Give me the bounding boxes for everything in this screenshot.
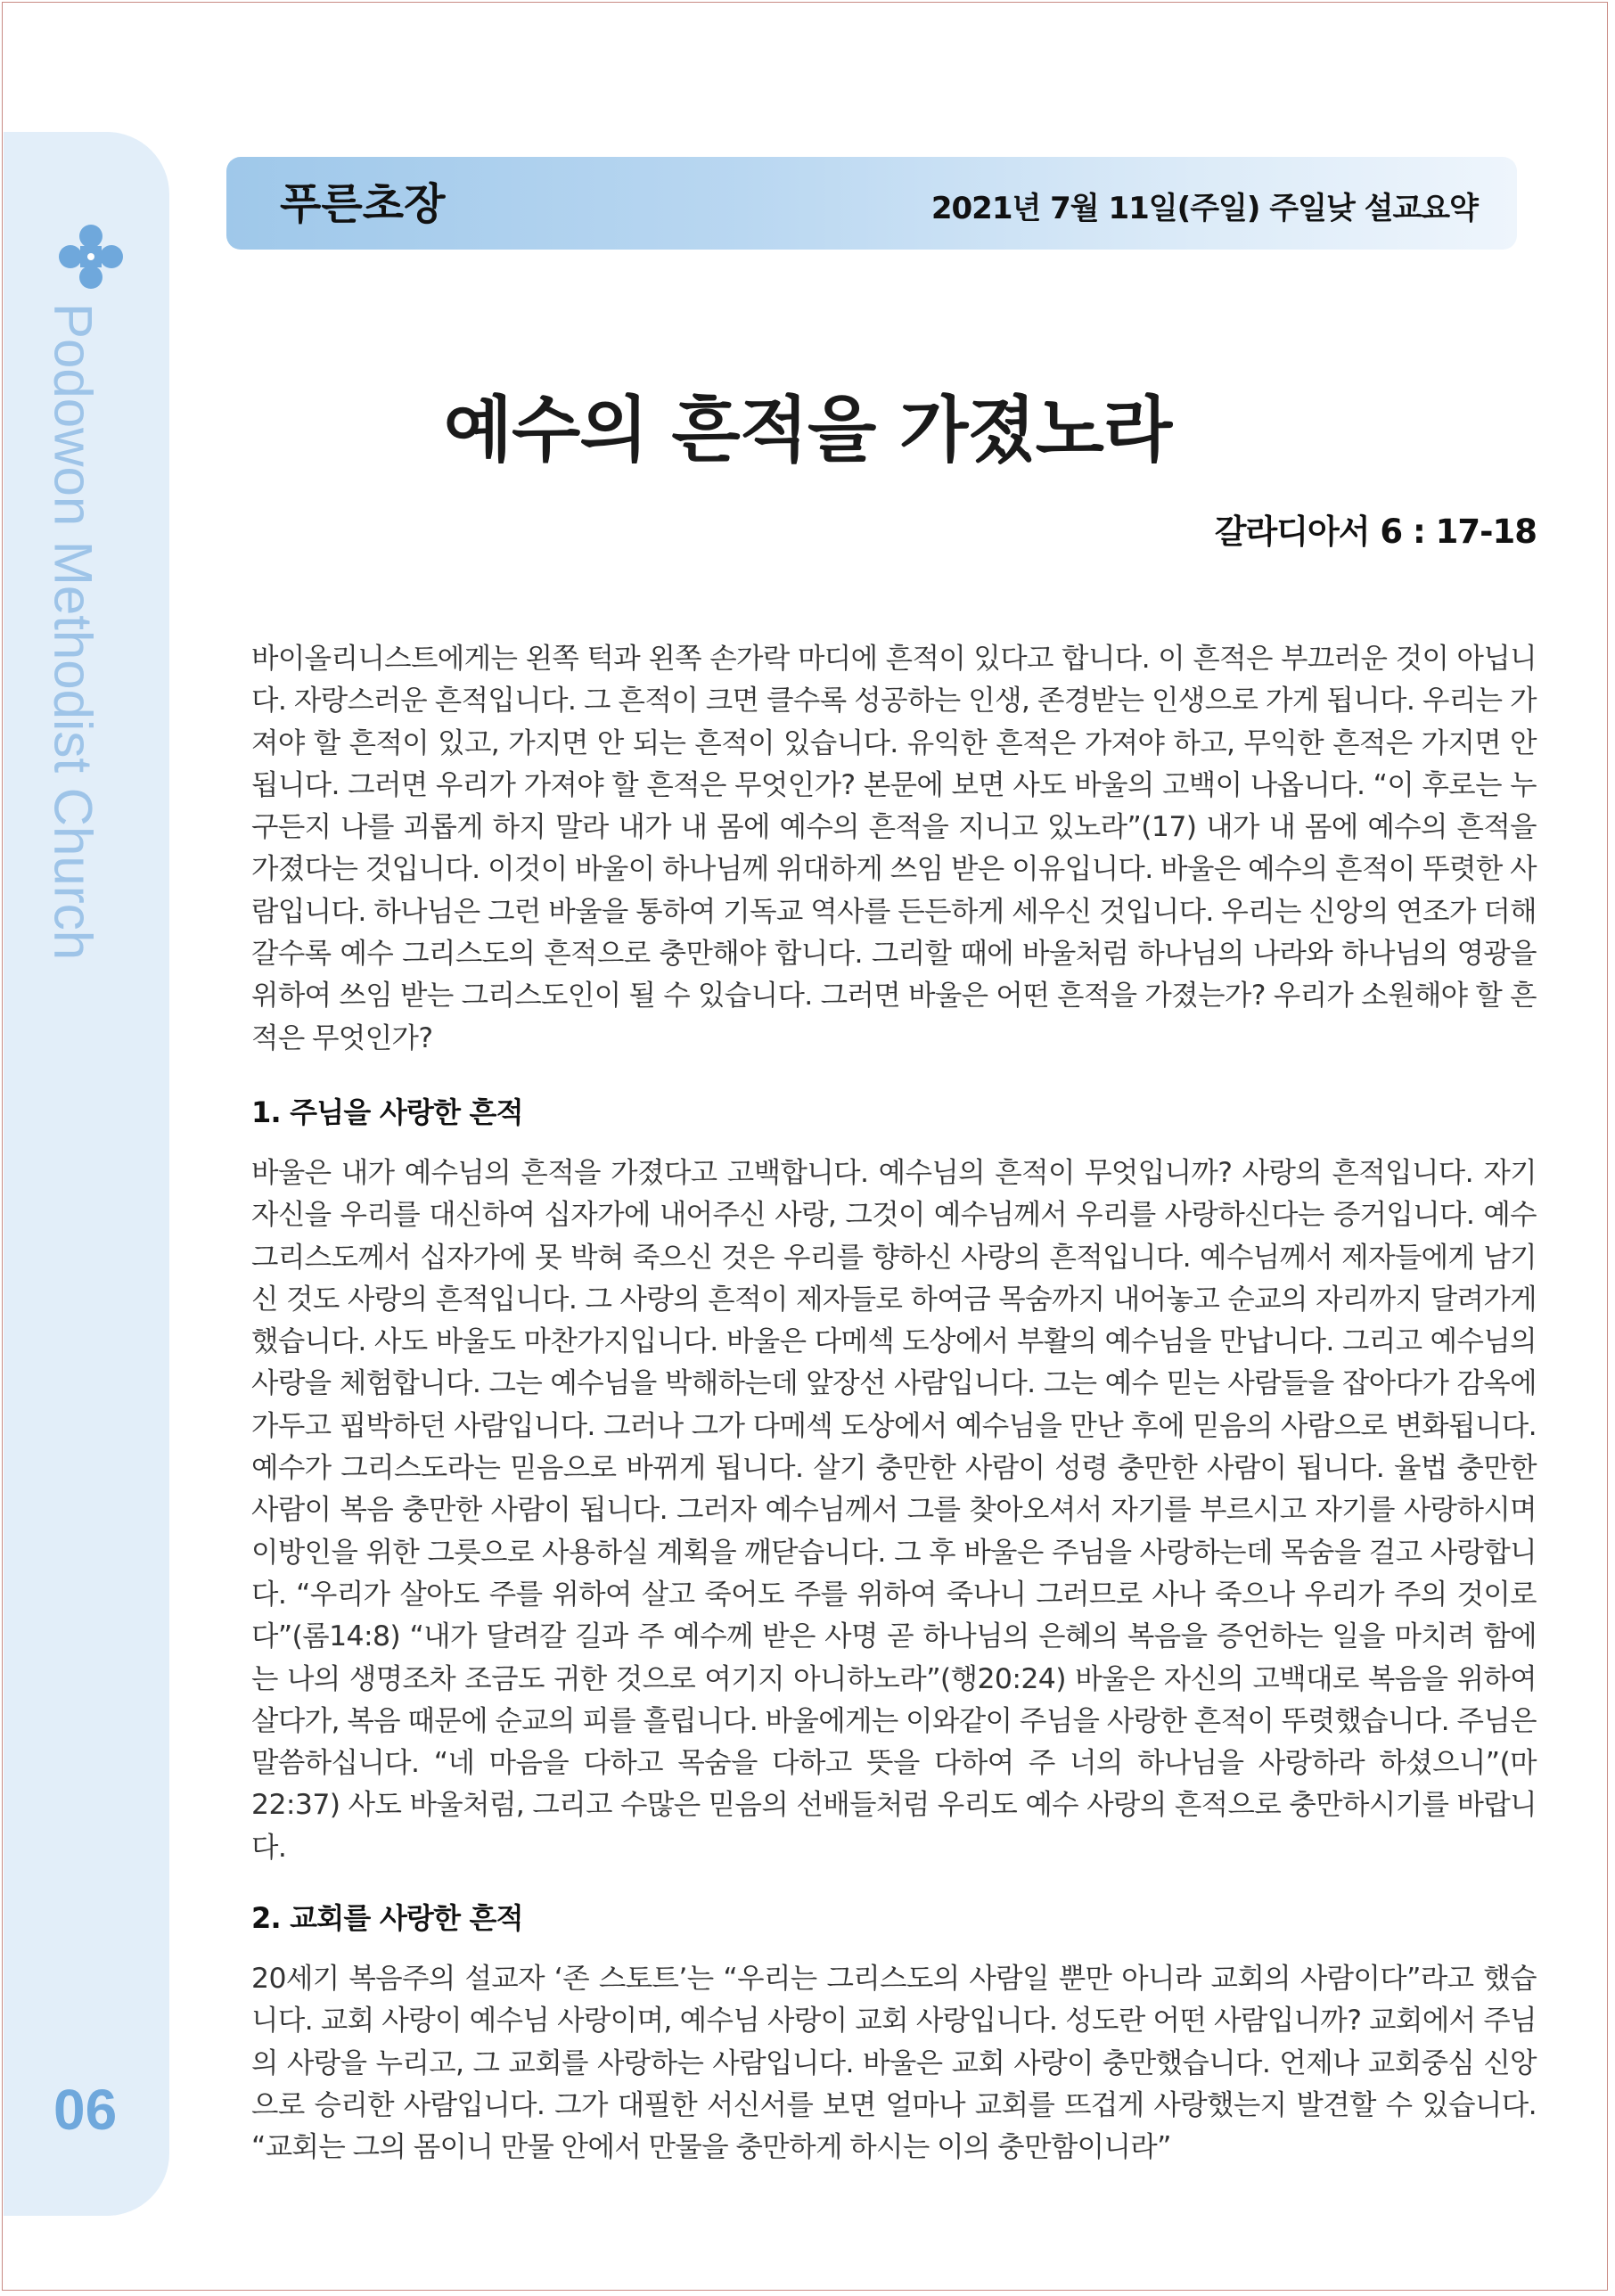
sermon-date: 2021년 7월 11일(주일) 주일낮 설교요약 — [930, 191, 1478, 226]
page-number: 06 — [53, 2078, 118, 2142]
sermon-title: 예수의 흔적을 가졌노라 — [443, 388, 1172, 472]
cross-flower-icon — [55, 221, 127, 292]
church-name-vertical: Podowon Methodist Church — [43, 303, 103, 961]
section1-heading: 1. 주님을 사랑한 흔적 — [251, 1095, 523, 1129]
scripture-reference: 갈라디아서 6 : 17-18 — [1214, 512, 1537, 551]
sermon-body — [251, 638, 1537, 2169]
section2-paragraph: 20세기 복음주의 설교자 ‘존 스토트’는 “우리는 그리스도의 사람일 뿐만 아니라 교회의 사람이다”라고 했습니다. 교회 사랑이 예수님 사랑이며, 예수님 사랑이 교회 사랑입니다. 성도란 어떤 사람입니까? 교회에서 주님의 사랑을 누리고, 그 교회를 사랑하는 사람입니다. 바울은 교회 사랑이 충만했습니다. 언제나 교회중심 신앙으로 승리한 사람입니다. 그가 대필한 서신서를 보면 얼마나 교회를 뜨겁게 사랑했는지 발견할 수 있습니다. “교회는 그의 몸이니 만물 안에서 만물을 충만하게 하시는 이의 충만함이니라” — [251, 1963, 1537, 2164]
section-title: 푸른초장 — [280, 179, 446, 229]
header-banner — [226, 157, 1517, 250]
section1-paragraph: 바울은 내가 예수님의 흔적을 가졌다고 고백합니다. 예수님의 흔적이 무엇입니까? 사랑의 흔적입니다. 자기 자신을 우리를 대신하여 십자가에 내어주신 사랑, 그것이 예수님께서 우리를 사랑하신다는 증거입니다. 예수 그리스도께서 십자가에 못 박혀 죽으신 것은 우리를 향하신 사랑의 흔적입니다. 예수님께서 제자들에게 남기신 것도 사랑의 흔적입니다. 그 사랑의 흔적이 제자들로 하여금 목숨까지 내어놓고 순교의 자리까지 달려가게 했습니다. 사도 바울도 마찬가지입니다. 바울은 다메섹 도상에서 부활의 예수님을 만납니다. 그리고 예수님의 사랑을 체험합니다. 그는 예수님을 박해하는데 앞장선 사람입니다. 그는 예수 믿는 사람들을 잡아다가 감옥에 가두고 핍박하던 사람입니다. 그러나 그가 다메섹 도상에서 예수님을 만난 후에 믿음의 사람으로 변화됩니다. 예수가 그리스도라는 믿음으로 바뀌게 됩니다. 살기 충만한 사람이 성령 충만한 사람이 됩니다. 율법 충만한 사람이 복음 충만한 사람이 됩니다. 그러자 예수님께서 그를 찾아오셔서 자기를 부르시고 자기를 사랑하시며 이방인을 위한 그릇으로 사용하실 계획을 깨닫습니다. 그 후 바울은 주님을 사랑하는데 목숨을 걸고 사랑합니다. “우리가 살아도 주를 위하여 살고 죽어도 주를 위하여 죽나니 그러므로 사나 죽으나 우리가 주의 것이로다”(롬14:8) “내가 달려갈 길과 주 예수께 받은 사명 곧 하나님의 은혜의 복음을 증언하는 일을 마치려 함에는 나의 생명조차 조금도 귀한 것으로 여기지 아니하노라”(행20:24) 바울은 자신의 고백대로 복음을 위하여 살다가, 복음 때문에 순교의 피를 흘립니다. 바울에게는 이와같이 주님을 사랑한 흔적이 뚜렷했습니다. 주님은 말씀하십니다. “네 마음을 다하고 목숨을 다하고 뜻을 다하여 주 너의 하나님을 사랑하라 하셨으니”(마22:37) 사도 바울처럼, 그리고 수많은 믿음의 선배들처럼 우리도 예수 사랑의 흔적으로 충만하시기를 바랍니다. — [251, 1156, 1537, 1864]
intro-paragraph: 바이올리니스트에게는 왼쪽 턱과 왼쪽 손가락 마디에 흔적이 있다고 합니다. 이 흔적은 부끄러운 것이 아닙니다. 자랑스러운 흔적입니다. 그 흔적이 크면 클수록 성공하는 인생, 존경받는 인생으로 가게 됩니다. 우리는 가져야 할 흔적이 있고, 가지면 안 되는 흔적이 있습니다. 유익한 흔적은 가져야 하고, 무익한 흔적은 가지면 안 됩니다. 그러면 우리가 가져야 할 흔적은 무엇인가? 본문에 보면 사도 바울의 고백이 나옵니다. “이 후로는 누구든지 나를 괴롭게 하지 말라 내가 내 몸에 예수의 흔적을 지니고 있노라”(17) 내가 내 몸에 예수의 흔적을 가졌다는 것입니다. 이것이 바울이 하나님께 위대하게 쓰임 받은 이유입니다. 바울은 예수의 흔적이 뚜렷한 사람입니다. 하나님은 그런 바울을 통하여 기독교 역사를 든든하게 세우신 것입니다. 우리는 신앙의 연조가 더해갈수록 예수 그리스도의 흔적으로 충만해야 합니다. 그리할 때에 바울처럼 하나님의 나라와 하나님의 영광을 위하여 쓰임 받는 그리스도인이 될 수 있습니다. 그러면 바울은 어떤 흔적을 가졌는가? 우리가 소원해야 할 흔적은 무엇인가? — [251, 643, 1537, 1054]
section2-heading: 2. 교회를 사랑한 흔적 — [251, 1901, 523, 1936]
